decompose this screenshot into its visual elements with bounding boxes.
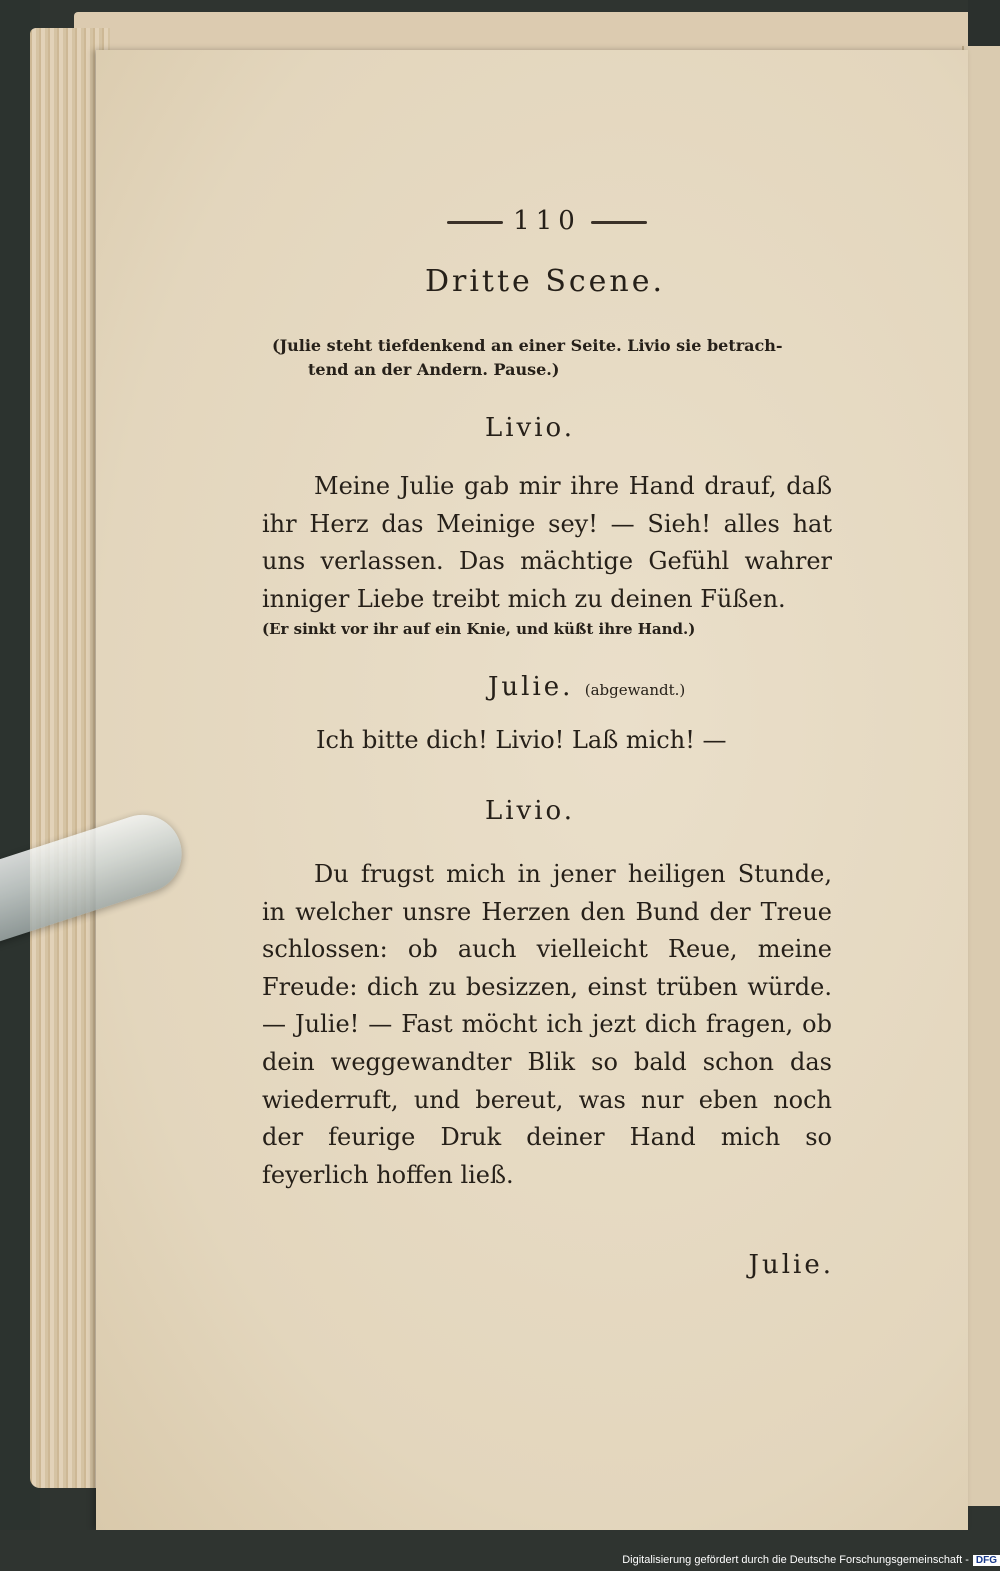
footer-text: Digitalisierung gefördert durch die Deutsche Forschungsgemeinschaft - (622, 1554, 969, 1566)
stage-direction-line-1: (Julie steht tiefdenkend an einer Seite. Livio sie betrach- (272, 336, 783, 355)
funding-footer (604, 1554, 1000, 1566)
speaker-2-label: Julie. (488, 672, 574, 702)
speaker-name: Livio. (484, 413, 576, 443)
catchword: Julie. (748, 1250, 834, 1280)
stage-direction-2: (Er sinkt vor ihr auf ein Knie, und küßt ihre Hand.) (262, 620, 696, 638)
ornament-left (447, 221, 503, 224)
speaker-name-2 (488, 672, 748, 702)
ornament-right (591, 221, 647, 224)
stage-direction-line-2: tend an der Andern. Pause.) (308, 360, 560, 379)
speaker-name-3: Livio. (484, 796, 576, 826)
page-number-value: 110 (513, 206, 581, 236)
scan-background-corner (968, 0, 1000, 46)
speech-paragraph: Meine Julie gab mir ihre Hand drauf, daß ihr Herz das Meinige sey! — Sieh! alles hat uns verlassen. Das mächtige Gefühl wahrer inniger Liebe treibt mich zu deinen Füßen. (262, 472, 832, 613)
speech-line: Ich bitte dich! Livio! Laß mich! — (316, 726, 727, 754)
scene-heading: Dritte Scene. (424, 264, 666, 299)
dfg-logo: DFG (973, 1555, 1000, 1566)
speech-paragraph-2: Du frugst mich in jener heiligen Stunde, in welcher unsre Herzen den Bund der Treue schlossen: ob auch vielleicht Reue, meine Freude: dich zu besizzen, einst trüben würde. — Julie! — Fast möcht ich jezt dich fragen, ob dein weggewandter Blik so bald schon das wiederruft, und bereut, was nur eben noch der feurige Druk deiner Hand mich so feyerlich hoffen ließ. (262, 860, 832, 1189)
page-edges-top (74, 12, 974, 52)
speaker-2-aside: (abgewandt.) (584, 681, 686, 699)
page-number (412, 206, 682, 236)
stage-direction (272, 334, 832, 382)
